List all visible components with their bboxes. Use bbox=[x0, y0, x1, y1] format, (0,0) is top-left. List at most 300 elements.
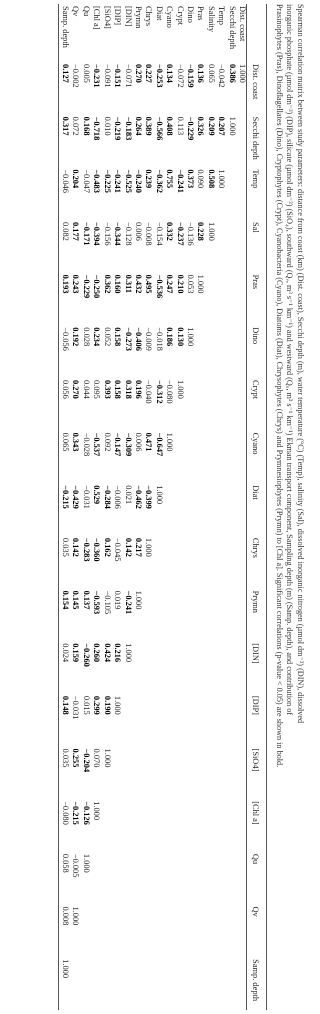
table-cell bbox=[195, 589, 205, 642]
table-cell: −0.045 bbox=[113, 537, 123, 562]
table-cell: −0.718 bbox=[92, 116, 102, 141]
table-cell bbox=[81, 957, 91, 1010]
table-cell: −0.040 bbox=[144, 379, 154, 404]
table-cell bbox=[195, 799, 205, 852]
table-cell bbox=[133, 747, 143, 800]
table-cell bbox=[226, 431, 236, 484]
table-cell bbox=[153, 747, 163, 800]
table-cell: 0.209 bbox=[206, 116, 216, 136]
table-cell: −0.009 bbox=[144, 327, 154, 351]
table-cell bbox=[226, 799, 236, 852]
table-cell: −0.593 bbox=[92, 590, 102, 615]
table-cell: 0.130 bbox=[175, 327, 185, 347]
table-cell: 0.053 bbox=[185, 274, 195, 294]
row-label: Qu bbox=[81, 6, 91, 17]
table-cell: 0.070 bbox=[92, 748, 102, 768]
row-label: Pras bbox=[196, 6, 206, 21]
row-label: [SiO4] bbox=[102, 6, 112, 29]
table-cell bbox=[205, 273, 215, 326]
table-cell: −0.309 bbox=[123, 432, 133, 457]
table-cell bbox=[226, 589, 236, 642]
table-cell bbox=[101, 957, 111, 1010]
table-cell: −0.006 bbox=[113, 485, 123, 509]
table-cell: −0.005 bbox=[71, 853, 81, 878]
table-cell: 0.158 bbox=[113, 379, 123, 399]
table-row bbox=[216, 4, 226, 1010]
table-cell: 0.234 bbox=[92, 327, 102, 347]
table-cell bbox=[122, 799, 132, 852]
table-cell bbox=[226, 536, 236, 589]
column-header: Pras bbox=[251, 274, 260, 290]
table-cell bbox=[133, 852, 143, 905]
table-cell: 0.386 bbox=[227, 64, 237, 83]
table-cell bbox=[185, 483, 195, 536]
table-cell: −0.483 bbox=[92, 169, 102, 193]
table-cell bbox=[112, 905, 122, 958]
table-row bbox=[174, 4, 184, 1010]
column-header: Diat bbox=[251, 485, 260, 500]
table-cell bbox=[226, 483, 236, 536]
table-cell bbox=[205, 589, 215, 642]
table-cell: 0.343 bbox=[71, 432, 81, 452]
table-cell bbox=[81, 905, 91, 958]
table-cell: −0.031 bbox=[81, 485, 91, 509]
table-cell: 0.228 bbox=[196, 221, 206, 241]
table-cell bbox=[226, 641, 236, 694]
table-cell bbox=[153, 641, 163, 694]
table-header bbox=[247, 4, 263, 1010]
table-cell: −0.406 bbox=[133, 327, 143, 351]
table-cell bbox=[205, 957, 215, 1010]
table-cell bbox=[226, 378, 236, 431]
table-cell bbox=[195, 641, 205, 694]
table-cell bbox=[195, 431, 205, 484]
table-cell: 1.000 bbox=[238, 64, 247, 83]
table-cell bbox=[185, 589, 195, 642]
table-cell: −0.229 bbox=[81, 274, 91, 299]
table-cell: 1.000 bbox=[92, 801, 102, 821]
table-cell: −0.080 bbox=[165, 379, 175, 404]
caption-line: Prasinophytes (Pras), Dinoflagellates (Dino), Cryptophytes (Crypt), Cyanobacteria (Cyano), Diatoms (Diat), Chrysophytes (Chrys) and Prymnesiophytes (Prymn) to [Chl a]. Significant correlations (p-value < 0.05) are shown in bold. bbox=[274, 4, 284, 768]
table-cell bbox=[205, 378, 215, 431]
table-cell: 0.019 bbox=[113, 590, 123, 610]
table-cell: −0.260 bbox=[81, 643, 91, 667]
table-cell: 1.000 bbox=[196, 274, 206, 294]
table-cell: 0.005 bbox=[81, 64, 91, 83]
table-row bbox=[81, 4, 91, 1010]
row-label: Dino bbox=[185, 6, 195, 23]
table-cell: 0.299 bbox=[92, 695, 102, 715]
table-cell: 0.028 bbox=[81, 327, 91, 347]
column-header: [Chl a] bbox=[251, 801, 260, 825]
table-cell bbox=[195, 325, 205, 378]
table-cell bbox=[174, 957, 184, 1010]
table-cell: −0.126 bbox=[81, 801, 91, 825]
table-cell bbox=[164, 852, 174, 905]
table-cell: −0.399 bbox=[144, 485, 154, 509]
table-cell: 0.207 bbox=[217, 116, 227, 136]
top-rule bbox=[266, 4, 267, 1010]
table-cell: 0.113 bbox=[175, 116, 185, 136]
table-cell: 0.311 bbox=[123, 274, 133, 294]
table-cell bbox=[174, 536, 184, 589]
table-cell: 1.000 bbox=[144, 537, 154, 557]
table-cell bbox=[143, 694, 153, 747]
table-cell bbox=[164, 747, 174, 800]
table-cell bbox=[195, 852, 205, 905]
table-cell: 0.471 bbox=[144, 432, 154, 452]
table-cell: −0.284 bbox=[102, 485, 112, 509]
table-cell: −0.360 bbox=[92, 537, 102, 562]
table-cell bbox=[185, 852, 195, 905]
table-cell: 0.142 bbox=[71, 537, 81, 557]
table-cell bbox=[153, 589, 163, 642]
table-cell bbox=[216, 641, 226, 694]
table-cell: −0.344 bbox=[113, 221, 123, 246]
table-cell: −0.240 bbox=[133, 169, 143, 193]
column-header: Qv bbox=[251, 906, 260, 917]
table-cell: 0.177 bbox=[71, 221, 81, 241]
table-cell bbox=[216, 431, 226, 484]
table-cell: −0.537 bbox=[92, 432, 102, 457]
table-cell bbox=[174, 905, 184, 958]
table-cell: 1.000 bbox=[71, 906, 81, 926]
table-cell bbox=[112, 852, 122, 905]
table-cell: 0.154 bbox=[61, 590, 71, 610]
table-row bbox=[112, 4, 122, 1010]
table-row bbox=[101, 4, 111, 1010]
table-cell: 1.000 bbox=[102, 748, 112, 768]
table-cell: −0.151 bbox=[113, 64, 123, 88]
table-cell: 0.134 bbox=[165, 64, 175, 83]
table-cell bbox=[143, 905, 153, 958]
table-cell: −0.028 bbox=[81, 432, 91, 457]
table-cell bbox=[205, 483, 215, 536]
table-cell bbox=[91, 905, 101, 958]
table-cell bbox=[226, 325, 236, 378]
table-cell bbox=[216, 694, 226, 747]
table-cell bbox=[226, 747, 236, 800]
table-row bbox=[205, 4, 215, 1010]
table-cell bbox=[185, 536, 195, 589]
table-cell: −0.566 bbox=[154, 116, 164, 141]
table-cell bbox=[226, 167, 236, 220]
table-cell: −0.394 bbox=[92, 221, 102, 246]
table-cell: −0.018 bbox=[154, 327, 164, 351]
table-body bbox=[60, 4, 247, 1010]
table-cell: 0.092 bbox=[102, 432, 112, 452]
table-cell bbox=[133, 905, 143, 958]
table-cell bbox=[226, 273, 236, 326]
table-cell bbox=[164, 536, 174, 589]
table-cell: 0.270 bbox=[71, 379, 81, 399]
table-cell bbox=[133, 957, 143, 1010]
table-cell: −0.080 bbox=[61, 801, 71, 825]
table-cell bbox=[112, 747, 122, 800]
table-cell: 0.217 bbox=[133, 537, 143, 557]
caption-line: Spearman correlation matrix between study parameters: distance from coast (km) (Dist. coast), Secchi depth (m), water temperature (°C) (Temp), salinity (Sal), dissolved inorganic nitrogen (µmol dm⁻³) (DIN), dissolved bbox=[296, 4, 305, 724]
table-row bbox=[70, 4, 80, 1010]
table-cell: −0.204 bbox=[81, 748, 91, 773]
table-cell: 0.052 bbox=[102, 327, 112, 347]
table-cell: 0.035 bbox=[61, 537, 71, 557]
table-cell: −0.105 bbox=[102, 590, 112, 615]
column-header: Secchi depth bbox=[251, 116, 260, 160]
table-cell bbox=[174, 694, 184, 747]
table-cell: −0.156 bbox=[102, 221, 112, 246]
header-rule bbox=[246, 4, 247, 1010]
table-cell bbox=[133, 799, 143, 852]
table-cell bbox=[164, 589, 174, 642]
table-cell: 0.058 bbox=[61, 853, 71, 873]
table-cell: 0.159 bbox=[71, 643, 81, 663]
table-cell bbox=[195, 536, 205, 589]
column-header: Temp bbox=[251, 169, 260, 189]
table-cell bbox=[185, 641, 195, 694]
table-cell: 0.317 bbox=[61, 116, 71, 136]
table-cell: 0.095 bbox=[92, 379, 102, 399]
table-cell bbox=[164, 957, 174, 1010]
table-cell: −0.231 bbox=[92, 64, 102, 88]
table-cell: −0.250 bbox=[92, 274, 102, 299]
table-cell: 0.432 bbox=[133, 274, 143, 294]
table-cell: 0.015 bbox=[81, 695, 91, 715]
header-corner bbox=[247, 4, 263, 62]
table-cell bbox=[216, 852, 226, 905]
table-cell: 0.044 bbox=[81, 379, 91, 399]
table-cell: −0.237 bbox=[175, 221, 185, 246]
row-label: [DIP] bbox=[113, 6, 123, 26]
table-cell: 0.065 bbox=[61, 432, 71, 452]
table-cell: 0.326 bbox=[196, 116, 206, 136]
table-cell: 1.000 bbox=[175, 379, 185, 399]
table-cell: −0.031 bbox=[71, 695, 81, 720]
table-cell bbox=[101, 852, 111, 905]
table-cell: 0.024 bbox=[61, 643, 71, 663]
table-row bbox=[164, 4, 174, 1010]
table-cell bbox=[195, 694, 205, 747]
table-cell: 1.000 bbox=[206, 221, 216, 241]
table-cell: −0.362 bbox=[154, 169, 164, 193]
table-cell: 0.035 bbox=[61, 748, 71, 768]
table-cell: 0.190 bbox=[102, 695, 112, 715]
table-cell: −0.147 bbox=[113, 432, 123, 457]
table-row bbox=[153, 4, 163, 1010]
table-cell bbox=[153, 536, 163, 589]
table-cell: −0.042 bbox=[217, 64, 227, 88]
table-cell bbox=[205, 536, 215, 589]
table-cell: −0.241 bbox=[175, 169, 185, 193]
table-cell: 0.145 bbox=[71, 590, 81, 610]
table-row bbox=[122, 4, 132, 1010]
table-row bbox=[143, 4, 153, 1010]
table-cell bbox=[174, 483, 184, 536]
table-cell: −0.136 bbox=[185, 221, 195, 246]
table-cell: 0.021 bbox=[123, 485, 133, 505]
table-cell: 0.508 bbox=[206, 169, 216, 189]
row-label: Temp bbox=[217, 6, 227, 25]
table-cell: −0.215 bbox=[71, 801, 81, 825]
table-cell: −0.429 bbox=[71, 485, 81, 509]
table-cell bbox=[143, 799, 153, 852]
table-cell: 1.000 bbox=[61, 959, 71, 978]
table-cell: 1.000 bbox=[165, 432, 175, 452]
table-cell: 0.137 bbox=[81, 590, 91, 610]
table-cell: 1.000 bbox=[154, 485, 164, 505]
column-header: Cyano bbox=[251, 432, 260, 455]
table-cell bbox=[226, 220, 236, 273]
table-cell: 0.010 bbox=[102, 116, 112, 136]
column-header: [DIP] bbox=[251, 695, 260, 715]
table-cell bbox=[216, 536, 226, 589]
table-cell bbox=[164, 799, 174, 852]
table-cell: 1.000 bbox=[113, 695, 123, 715]
table-cell: −0.072 bbox=[175, 64, 185, 88]
table-cell bbox=[153, 694, 163, 747]
table-row bbox=[91, 4, 101, 1010]
table-cell: −0.071 bbox=[123, 64, 133, 88]
table-cell bbox=[195, 378, 205, 431]
table-cell bbox=[143, 852, 153, 905]
table-cell bbox=[205, 694, 215, 747]
table-cell: 0.264 bbox=[133, 116, 143, 136]
correlation-table bbox=[60, 4, 263, 1010]
table-cell: 0.424 bbox=[102, 643, 112, 663]
table-cell bbox=[195, 957, 205, 1010]
table-cell: −0.171 bbox=[81, 221, 91, 246]
table-cell: 0.056 bbox=[61, 379, 71, 399]
table-cell bbox=[216, 378, 226, 431]
table-cell: 0.408 bbox=[165, 116, 175, 136]
table-cell bbox=[91, 852, 101, 905]
table-cell bbox=[174, 589, 184, 642]
table-cell: 1.000 bbox=[227, 116, 237, 136]
table-cell: −0.229 bbox=[185, 116, 195, 141]
table-cell: −0.056 bbox=[61, 327, 71, 351]
table-cell: 0.243 bbox=[71, 274, 81, 294]
table-cell: −0.241 bbox=[113, 169, 123, 193]
table-cell bbox=[174, 852, 184, 905]
table-cell: 1.000 bbox=[123, 643, 133, 663]
table-cell: 0.270 bbox=[133, 64, 143, 83]
table-cell bbox=[174, 431, 184, 484]
table-cell bbox=[164, 694, 174, 747]
row-label: Crypt bbox=[175, 6, 185, 26]
table-cell bbox=[153, 905, 163, 958]
table-cell: 0.072 bbox=[71, 116, 81, 136]
row-label: Chrys bbox=[144, 6, 154, 27]
table-cell: −0.273 bbox=[123, 327, 133, 351]
table-cell: −0.283 bbox=[81, 537, 91, 562]
table-cell: 0.373 bbox=[185, 169, 195, 189]
table-cell bbox=[133, 641, 143, 694]
table-cell bbox=[174, 747, 184, 800]
header-row bbox=[247, 4, 263, 1010]
table-cell: 0.362 bbox=[102, 274, 112, 294]
table-cell bbox=[164, 641, 174, 694]
column-header: Dist. coast bbox=[251, 64, 260, 100]
table-cell bbox=[122, 905, 132, 958]
column-header: Prymn bbox=[251, 590, 260, 613]
table-cell bbox=[153, 957, 163, 1010]
table-cell: −0.154 bbox=[154, 221, 164, 246]
table-cell: 1.000 bbox=[217, 169, 227, 189]
table-cell: 0.247 bbox=[165, 274, 175, 294]
table-cell bbox=[195, 747, 205, 800]
caption-line: inorganic phosphate (µmol dm⁻³) (DIP), silicate (µmol dm⁻³) (SiO₄), southward (Qᵥ, m³ s⁻¹ km⁻¹) and westward (Qᵤ, m³ s⁻¹ km⁻¹) Ekman transport component, Sampling depth (m) (Samp. depth), and contribution of bbox=[285, 4, 295, 716]
row-label: Cyano bbox=[165, 6, 175, 28]
table-cell bbox=[91, 957, 101, 1010]
table-cell: 0.393 bbox=[102, 379, 112, 399]
table-cell bbox=[185, 799, 195, 852]
table-cell bbox=[112, 799, 122, 852]
table-cell: 1.000 bbox=[133, 590, 143, 610]
table-cell bbox=[143, 747, 153, 800]
table-cell bbox=[216, 325, 226, 378]
table-cell bbox=[174, 641, 184, 694]
column-header: Qu bbox=[251, 853, 260, 865]
table-cell bbox=[205, 852, 215, 905]
table-cell: −0.241 bbox=[123, 590, 133, 615]
table-row bbox=[185, 4, 195, 1010]
table-row bbox=[60, 4, 70, 1010]
table-row bbox=[226, 4, 236, 1010]
table-cell bbox=[205, 747, 215, 800]
table-cell: 0.082 bbox=[61, 221, 71, 241]
table-row bbox=[133, 4, 143, 1010]
table-cell: 0.006 bbox=[133, 221, 143, 241]
table-cell bbox=[216, 957, 226, 1010]
column-header: Sal bbox=[251, 221, 260, 233]
table-cell bbox=[205, 905, 215, 958]
table-cell bbox=[205, 325, 215, 378]
table-cell: 0.090 bbox=[196, 169, 206, 189]
table-cell: 0.332 bbox=[165, 221, 175, 241]
table-cell bbox=[226, 957, 236, 1010]
row-label: Prymn bbox=[133, 6, 143, 29]
table-cell: 0.162 bbox=[102, 537, 112, 557]
table-cell bbox=[195, 483, 205, 536]
table-cell bbox=[143, 957, 153, 1010]
row-label: Salinity bbox=[206, 6, 216, 33]
table-cell: −0.046 bbox=[61, 169, 71, 193]
table-cell bbox=[226, 905, 236, 958]
table-cell bbox=[101, 799, 111, 852]
table-cell bbox=[153, 799, 163, 852]
table-cell: 0.192 bbox=[71, 327, 81, 347]
row-label: Secchi depth bbox=[227, 6, 237, 50]
table-cell: −0.215 bbox=[61, 485, 71, 509]
table-cell bbox=[216, 799, 226, 852]
table-cell: −0.002 bbox=[71, 64, 81, 88]
table-cell bbox=[101, 905, 111, 958]
table-cell bbox=[185, 957, 195, 1010]
table-cell: −0.253 bbox=[154, 64, 164, 88]
table-cell: −0.536 bbox=[154, 274, 164, 299]
table-cell bbox=[185, 694, 195, 747]
table-cell bbox=[216, 589, 226, 642]
table-cell: 0.318 bbox=[123, 379, 133, 399]
bottom-rule bbox=[58, 4, 59, 1010]
table-cell: 0.160 bbox=[113, 274, 123, 294]
table-cell: −0.525 bbox=[123, 169, 133, 193]
table-cell: −0.462 bbox=[133, 485, 143, 509]
table-cell: −0.219 bbox=[113, 116, 123, 141]
table-cell bbox=[174, 799, 184, 852]
table-cell: 0.210 bbox=[175, 274, 185, 294]
table-cell: −0.183 bbox=[123, 116, 133, 141]
table-cell bbox=[185, 905, 195, 958]
